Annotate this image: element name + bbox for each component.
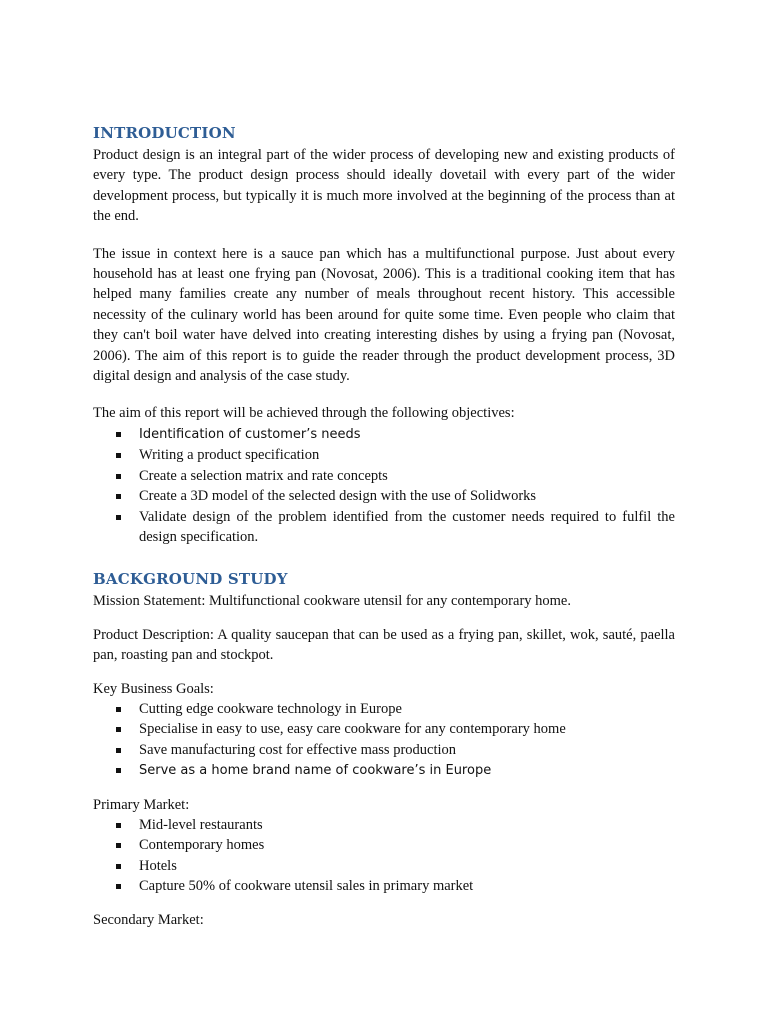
list-item (93, 424, 675, 445)
list-item (93, 815, 675, 835)
list-item-text: Contemporary homes (139, 837, 265, 854)
list-item (93, 507, 675, 548)
list-item-text: Create a 3D model of the selected design with the use of Solidworks (139, 488, 537, 505)
objectives-list (93, 424, 675, 547)
bullet-icon (116, 864, 121, 869)
list-item (93, 740, 675, 760)
key-business-goals-label: Key Business Goals: (93, 680, 214, 697)
list-item-text: Writing a product specification (139, 447, 320, 464)
background-study-heading: BACKGROUND STUDY (93, 570, 288, 589)
intro-paragraph-3: The aim of this report will be achieved through the following objectives: (93, 405, 515, 422)
list-item-text: Hotels (139, 857, 177, 874)
primary-market-list (93, 815, 675, 897)
bullet-icon (116, 707, 121, 712)
bullet-icon (116, 884, 121, 889)
bullet-icon (116, 843, 121, 848)
introduction-heading: INTRODUCTION (93, 124, 236, 142)
bullet-icon (116, 823, 121, 828)
list-item (93, 719, 675, 739)
list-item-text: Create a selection matrix and rate concepts (139, 467, 388, 484)
list-item (93, 760, 675, 781)
list-item (93, 699, 675, 719)
list-item (93, 835, 675, 855)
list-item-text: Validate design of the problem identified from the customer needs required to fulfil the design specification. (139, 508, 675, 545)
product-description: Product Description: A quality saucepan that can be used as a frying pan, skillet, wok, sauté, paella pan, roasting pan and stockpot. (93, 626, 675, 664)
bullet-icon (116, 432, 121, 437)
list-item (93, 445, 675, 465)
mission-statement: Mission Statement: Multifunctional cookware utensil for any contemporary home. (93, 593, 571, 610)
list-item-text: Capture 50% of cookware utensil sales in primary market (139, 878, 474, 895)
list-item-text: Identification of customer’s needs (139, 426, 361, 442)
intro-paragraph-2: The issue in context here is a sauce pan which has a multifunctional purpose. Just about every household has at least one frying pan (Novosat, 2006). This is a traditional cooking item that has helped many families create any number of meals throughout recent history. This accessible necessity of the culinary world has been around for quite some time. Even people who claim that they can't boil water have delved into creating interesting dishes by using a frying pan (Novosat, 2006). The aim of this report is to guide the reader through the product development process, 3D digital design and analysis of the case study. (93, 245, 675, 385)
list-item (93, 856, 675, 876)
list-item (93, 486, 675, 506)
bullet-icon (116, 768, 121, 773)
primary-market-label: Primary Market: (93, 796, 190, 813)
list-item-text: Cutting edge cookware technology in Europe (139, 700, 402, 717)
document-body (93, 123, 675, 930)
list-item (93, 876, 675, 896)
bullet-icon (116, 727, 121, 732)
bullet-icon (116, 494, 121, 499)
list-item-text: Serve as a home brand name of cookware’s in Europe (139, 763, 492, 779)
bullet-icon (116, 748, 121, 753)
secondary-market-label: Secondary Market: (93, 911, 204, 928)
bullet-icon (116, 453, 121, 458)
intro-paragraph-1: Product design is an integral part of the wider process of developing new and existing products of every type. The product design process should ideally dovetail with every part of the wider development process, but typically it is much more involved at the beginning of the process than at the end. (93, 147, 675, 225)
list-item (93, 466, 675, 486)
bullet-icon (116, 515, 121, 520)
list-item-text: Specialise in easy to use, easy care cookware for any contemporary home (139, 721, 566, 738)
bullet-icon (116, 474, 121, 479)
list-item-text: Mid-level restaurants (139, 816, 263, 833)
business-goals-list (93, 699, 675, 782)
list-item-text: Save manufacturing cost for effective mass production (139, 741, 457, 758)
